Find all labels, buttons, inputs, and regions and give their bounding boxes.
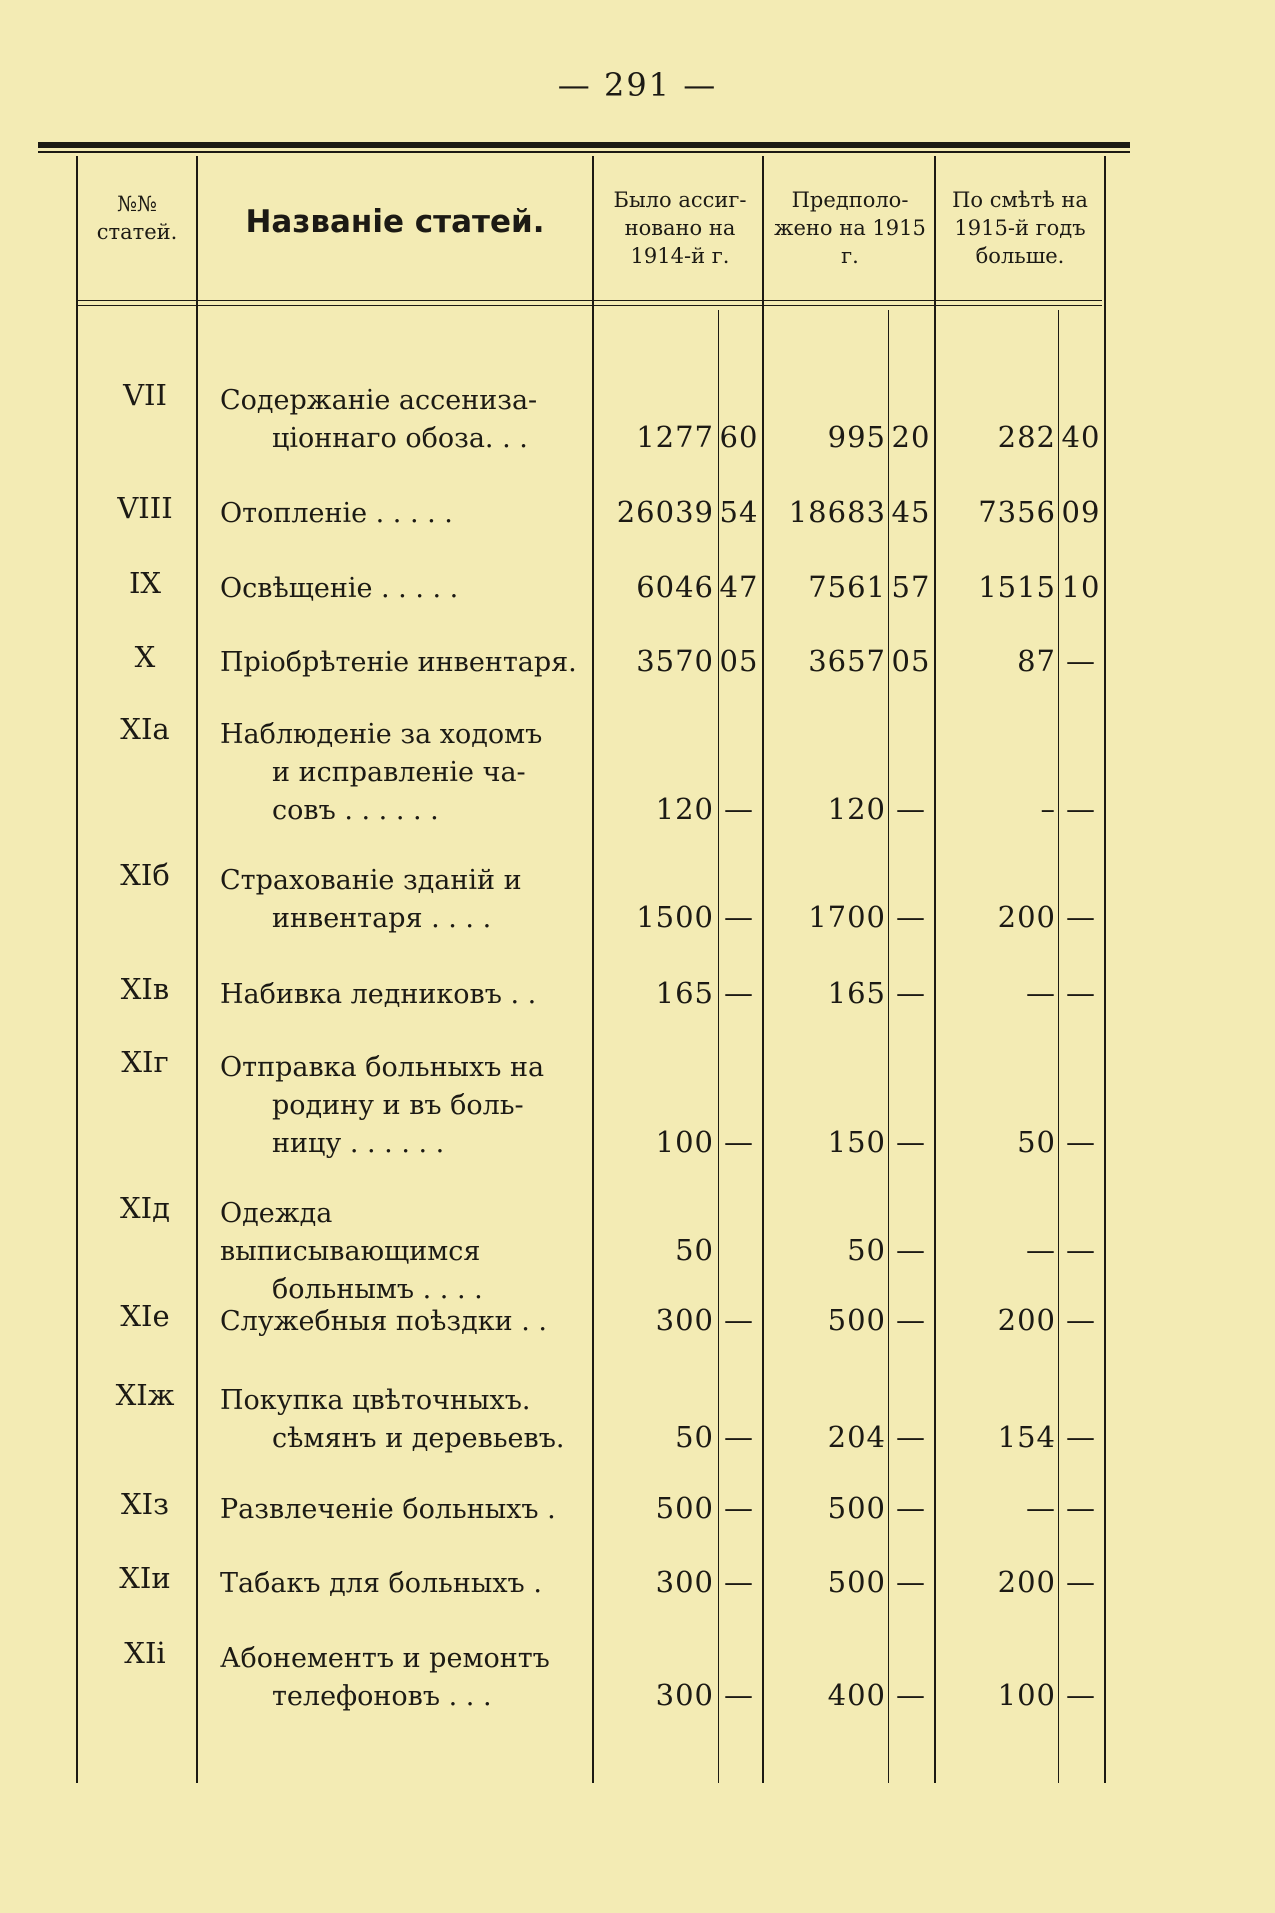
row-number: XIи [119,1561,171,1595]
amount-1914-kopecks: — [724,976,754,1010]
amount-1914-kopecks: 60 [719,420,759,454]
amount-diff-rubles: 200 [997,900,1056,934]
top-rule-thick [38,142,1130,148]
row-name-line: больнымъ . . . . [272,1274,483,1305]
header-col-diff: По смѣтѣ на 1915-й годъ больше. [952,188,1088,268]
row-name [220,1303,582,1341]
amount-diff-kopecks: — [1066,644,1096,678]
amount-1915-rubles: 18683 [788,495,886,529]
amount-diff-rubles: 1515 [978,570,1056,604]
amount-diff-rubles: 282 [997,420,1056,454]
amount-1914-rubles: 100 [655,1125,714,1159]
row-name-line: Одежда выписывающимся [220,1198,481,1267]
column-divider [762,156,764,1783]
amount-1914-rubles: 165 [655,976,714,1010]
amount-1915-kopecks: 05 [891,644,931,678]
page-number: — 291 — [557,66,718,104]
amount-1914-rubles: 26039 [616,495,714,529]
amount-diff-kopecks: 10 [1061,570,1101,604]
amount-1914-rubles: 300 [655,1565,714,1599]
amount-1915-kopecks: 57 [891,570,931,604]
header-rule [78,305,1102,306]
row-name-line: Развлеченіе больныхъ . [220,1494,556,1525]
row-name [220,382,582,458]
amount-diff-rubles: 87 [1017,644,1056,678]
row-number: XIa [120,712,170,746]
kopeck-divider [888,310,889,1783]
row-name [220,644,582,682]
row-number: VII [123,378,167,412]
amount-1914-kopecks: 47 [719,570,759,604]
amount-1914-kopecks: — [724,1678,754,1712]
amount-diff-kopecks: 09 [1061,495,1101,529]
amount-diff-kopecks: — [1066,1420,1096,1454]
amount-1915-rubles: 120 [827,792,886,826]
amount-1914-kopecks: — [724,900,754,934]
row-number: XIб [120,858,170,892]
amount-1914-rubles: 50 [675,1420,714,1454]
amount-1915-kopecks: — [896,1491,926,1525]
row-number: IX [128,566,162,600]
row-name [220,1565,582,1603]
amount-1915-kopecks: — [896,1233,926,1267]
amount-diff-kopecks: — [1066,792,1096,826]
row-name [220,862,582,938]
amount-diff-kopecks: — [1066,976,1096,1010]
row-name-line: Покупка цвѣточныхъ. [220,1385,531,1416]
amount-1914-kopecks: — [724,1491,754,1525]
amount-1915-rubles: 400 [827,1678,886,1712]
row-name [220,1382,582,1458]
row-name-line: ціоннаго обоза. . . [272,423,528,454]
row-name [220,1491,582,1529]
amount-diff-rubles: — [1026,1233,1056,1267]
amount-1914-rubles: 6046 [636,570,714,604]
row-name [220,570,582,608]
row-name [220,495,582,533]
amount-diff-rubles: – [1040,792,1056,826]
amount-diff-kopecks: — [1066,1678,1096,1712]
row-name-line: совъ . . . . . . [272,795,439,826]
amount-1915-rubles: 3657 [808,644,886,678]
row-number: XIд [120,1191,170,1225]
amount-1914-kopecks: — [724,1420,754,1454]
row-name [220,976,582,1014]
amount-1915-rubles: 500 [827,1491,886,1525]
amount-1914-rubles: 300 [655,1678,714,1712]
amount-1915-rubles: 1700 [808,900,886,934]
amount-1915-kopecks: — [896,1303,926,1337]
amount-1915-rubles: 995 [827,420,886,454]
amount-1915-kopecks: — [896,792,926,826]
amount-1915-kopecks: — [896,1125,926,1159]
amount-diff-kopecks: — [1066,900,1096,934]
amount-diff-kopecks: — [1066,1565,1096,1599]
kopeck-divider [718,310,719,1783]
table-border-right [1104,156,1106,1783]
row-name-line: Освѣщеніе . . . . . [220,573,459,604]
row-name-line: телефоновъ . . . [272,1681,492,1712]
row-number: XIз [121,1487,169,1521]
row-name [220,1049,582,1163]
amount-diff-kopecks: — [1066,1233,1096,1267]
amount-1914-kopecks: — [724,1125,754,1159]
row-number: X [134,640,156,674]
amount-1915-rubles: 50 [847,1233,886,1267]
header-col-name: Названіе статей. [245,204,545,240]
row-name-line: Наблюденіе за ходомъ [220,719,543,750]
amount-1914-rubles: 1500 [636,900,714,934]
row-name-line: сѣмянъ и деревьевъ. [272,1423,565,1454]
row-number: XIг [121,1045,169,1079]
amount-1914-rubles: 300 [655,1303,714,1337]
amount-1914-kopecks: 05 [719,644,759,678]
row-name-line: ницу . . . . . . [272,1128,445,1159]
amount-1915-rubles: 204 [827,1420,886,1454]
amount-1915-kopecks: — [896,976,926,1010]
amount-1914-rubles: 3570 [636,644,714,678]
amount-diff-rubles: 100 [997,1678,1056,1712]
amount-diff-kopecks: 40 [1061,420,1101,454]
amount-diff-rubles: 200 [997,1565,1056,1599]
amount-1915-kopecks: — [896,1565,926,1599]
row-number: VIII [117,491,173,525]
header-col-num: №№ статей. [96,192,178,244]
amount-diff-rubles: — [1026,976,1056,1010]
amount-1915-kopecks: — [896,1420,926,1454]
amount-1914-kopecks: — [724,1303,754,1337]
table-border-left [76,156,78,1783]
amount-diff-rubles: 50 [1017,1125,1056,1159]
row-name-line: Отправка больныхъ на [220,1052,545,1083]
row-name-line: Содержаніе ассениза- [220,385,538,416]
header-rule [78,300,1102,301]
column-divider [592,156,594,1783]
row-name-line: Служебныя поѣздки . . [220,1306,547,1337]
header-col-1915: Предполо-жено на 1915 г. [774,188,926,268]
amount-1915-rubles: 165 [827,976,886,1010]
header-col-1914: Было ассиг-нованo на 1914-й г. [613,188,747,268]
row-name-line: и исправленіе ча- [272,757,526,788]
amount-1914-kopecks: 54 [719,495,759,529]
amount-1914-rubles: 120 [655,792,714,826]
amount-1915-rubles: 500 [827,1303,886,1337]
amount-1915-rubles: 500 [827,1565,886,1599]
amount-diff-rubles: 154 [997,1420,1056,1454]
amount-1914-rubles: 1277 [636,420,714,454]
amount-1915-rubles: 150 [827,1125,886,1159]
row-name-line: Табакъ для больныхъ . [220,1568,542,1599]
row-name-line: Набивка ледниковъ . . [220,979,537,1010]
row-name-line: Страхованіе зданій и [220,865,522,896]
row-name [220,1195,582,1309]
column-divider [934,156,936,1783]
row-name-line: Абонементъ и ремонтъ [220,1643,550,1674]
row-name-line: Отопленіе . . . . . [220,498,453,529]
amount-diff-rubles: — [1026,1491,1056,1525]
amount-diff-rubles: 7356 [978,495,1056,529]
row-name-line: родину и въ боль- [272,1090,524,1121]
row-number: XIi [124,1636,166,1670]
amount-1914-rubles: 500 [655,1491,714,1525]
row-name [220,716,582,830]
amount-1915-kopecks: 45 [891,495,931,529]
row-name [220,1640,582,1716]
amount-1915-kopecks: 20 [891,420,931,454]
amount-diff-kopecks: — [1066,1125,1096,1159]
row-number: XIe [120,1299,170,1333]
amount-diff-kopecks: — [1066,1303,1096,1337]
row-name-line: инвентаря . . . . [272,903,492,934]
amount-diff-kopecks: — [1066,1491,1096,1525]
amount-1914-kopecks: — [724,792,754,826]
amount-diff-rubles: 200 [997,1303,1056,1337]
row-number: XIж [115,1378,175,1412]
kopeck-divider [1058,310,1059,1783]
amount-1915-kopecks: — [896,900,926,934]
row-number: XIв [120,972,170,1006]
amount-1914-kopecks: — [724,1565,754,1599]
amount-1915-kopecks: — [896,1678,926,1712]
top-rule-thin [38,151,1130,153]
amount-1914-rubles: 50 [675,1233,714,1267]
row-name-line: Пріобрѣтеніе инвентаря. [220,647,577,678]
amount-1915-rubles: 7561 [808,570,886,604]
